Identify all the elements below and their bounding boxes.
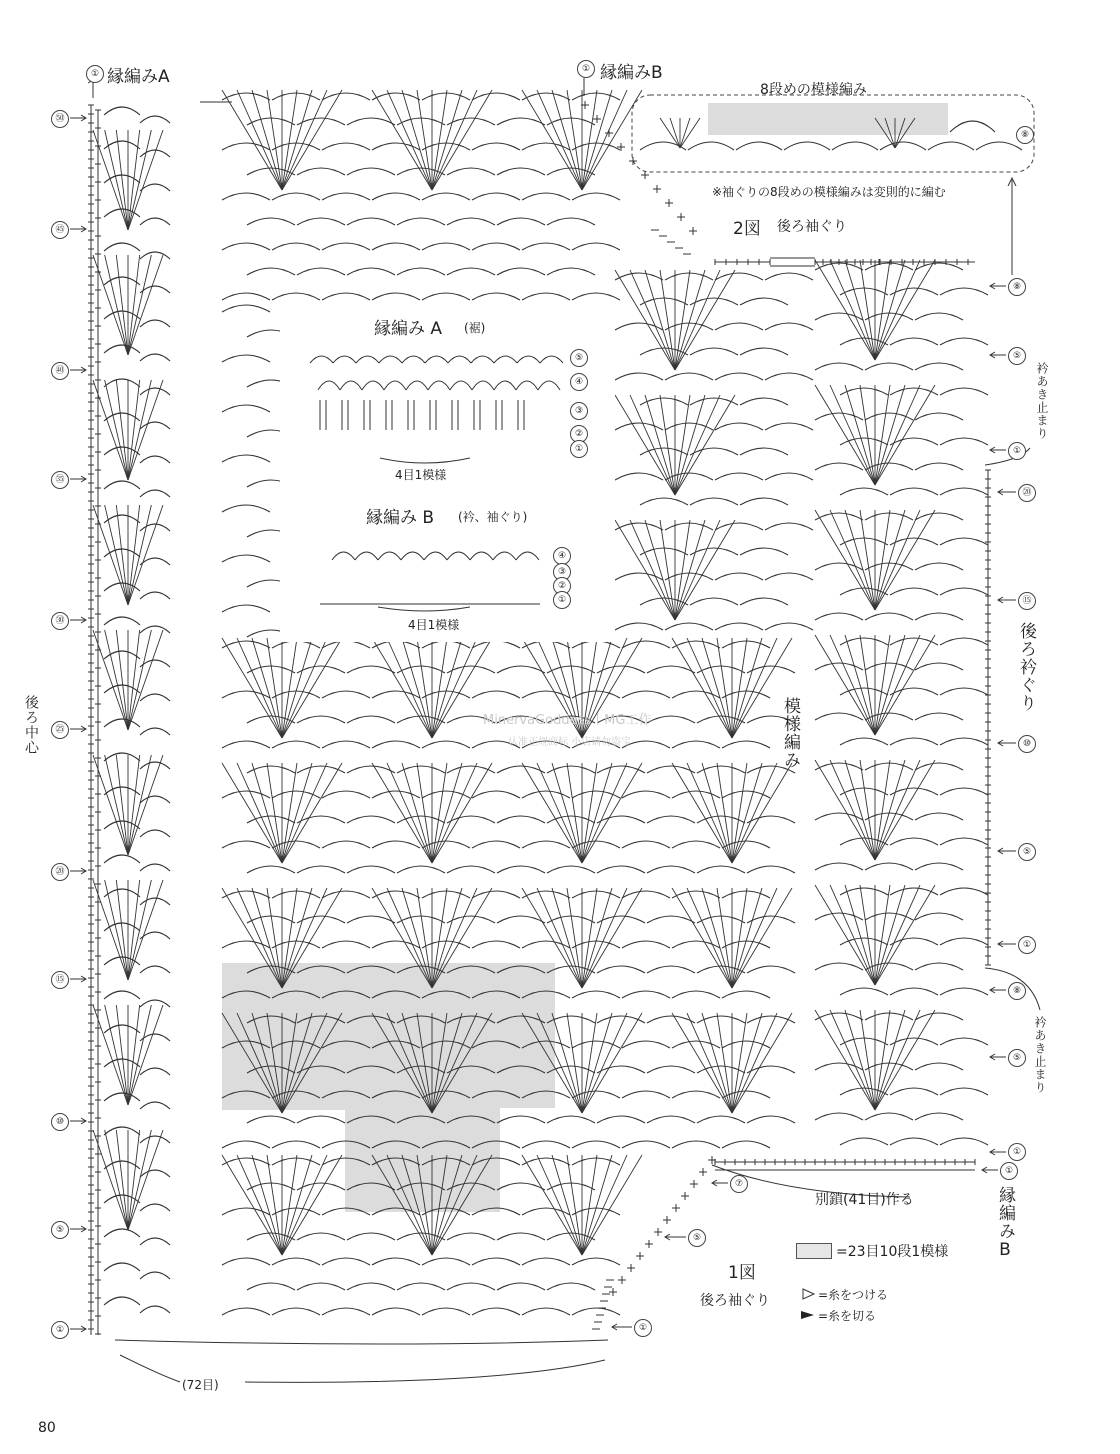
inset-a-row-1: ① [570, 440, 588, 458]
edge-a-start-marker: ① [86, 65, 104, 83]
legend-attach-icon [802, 1288, 816, 1300]
bottom-row-1: ① [634, 1319, 652, 1337]
right-row-10: ⑩ [1018, 735, 1036, 753]
chain-arch [516, 552, 539, 560]
fig2-subtitle: 後ろ袖ぐり [777, 219, 847, 235]
chain-arch [447, 552, 470, 560]
legend-cut-icon [800, 1309, 816, 1321]
right-row-1: ① [1018, 936, 1036, 954]
page-number: 80 [38, 1420, 56, 1436]
edge-b-side-label: 縁編みB [995, 1186, 1015, 1261]
watermark-line-2: 认准正规商标 小店请勿盗宝 [508, 737, 632, 748]
chain-arch [540, 356, 563, 363]
left-row-50: ㊿ [51, 110, 69, 128]
edge-b-top-label: 縁編みB [600, 63, 663, 83]
chain-arch [333, 356, 356, 363]
left-row-30: ㉚ [51, 612, 69, 630]
chain-arch [384, 381, 406, 390]
chain-arch [318, 381, 340, 390]
inset-a-row-2: ② [570, 425, 588, 443]
arm-row-7: ⑦ [730, 1175, 748, 1193]
chain-arch [401, 552, 424, 560]
left-row-45: ㊺ [51, 221, 69, 239]
inset-b-repeat: 4目1模様 [408, 618, 460, 632]
inset-a-row-5: ⑤ [570, 349, 588, 367]
fig1-title: 1図 [728, 1263, 756, 1283]
arm-row-5: ⑤ [688, 1229, 706, 1247]
row8-detail-marker: ⑧ [1016, 126, 1034, 144]
chain-arch [425, 356, 448, 363]
fig2-title: 2図 [733, 219, 761, 239]
chain-arch [310, 356, 333, 363]
right-row-5: ⑤ [1018, 843, 1036, 861]
legend-swatch [796, 1243, 832, 1259]
chain-arch [362, 381, 384, 390]
right-row-15: ⑮ [1018, 592, 1036, 610]
right-row-5-fig1: ⑤ [1008, 1049, 1026, 1067]
chain-arch [493, 552, 516, 560]
edge-b-start-marker: ① [577, 60, 595, 78]
inset-a-row-4: ④ [570, 373, 588, 391]
chain-arch [379, 356, 402, 363]
right-row-8-fig1: ⑧ [1008, 982, 1026, 1000]
left-row-40: ㊵ [51, 362, 69, 380]
row8-note: ※袖ぐりの8段めの模様編みは変則的に編む [712, 185, 946, 199]
chain-arch [356, 356, 379, 363]
inset-a-row-3: ③ [570, 402, 588, 420]
inset-a-title: 縁編み A [374, 319, 443, 339]
chain-note: 別鎖(41目)作る [815, 1192, 914, 1208]
back-neckline-label: 後ろ衿ぐり [1016, 622, 1036, 712]
chain-arch [378, 552, 401, 560]
chain-arch [450, 381, 472, 390]
left-row-10: ⑩ [51, 1113, 69, 1131]
chain-arch [424, 552, 447, 560]
chain-arch [470, 552, 493, 560]
collar-stop-top: 衿あき止まり [1035, 362, 1049, 440]
inset-a-repeat: 4目1模様 [395, 468, 447, 482]
inset-b-row-1: ① [553, 591, 571, 609]
left-row-1-bottom: ① [51, 1321, 69, 1339]
inset-b-row-3: ③ [553, 563, 571, 581]
right-row-5-fig2: ⑤ [1008, 347, 1026, 365]
right-row-1-fig1-a: ① [1008, 1143, 1026, 1161]
chain-arch [471, 356, 494, 363]
right-row-8-fig2: ⑧ [1008, 278, 1026, 296]
chain-arch [516, 381, 538, 390]
inset-a-repeat-bracket [380, 458, 470, 463]
back-center-label: 後ろ中心 [23, 695, 39, 755]
legend-cut-label: =糸を切る [818, 1309, 877, 1323]
right-row-1-fig2: ① [1008, 442, 1026, 460]
chain-arch [538, 381, 560, 390]
pattern-stitch-label: 模様編み [780, 697, 800, 769]
chain-arch [472, 381, 494, 390]
inset-b-row-4: ④ [553, 547, 571, 565]
edge-a-top-label: 縁編みA [107, 67, 170, 87]
inset-b-repeat-bracket [378, 607, 470, 611]
inset-b-title: 縁編み B [366, 508, 435, 528]
fig1-subtitle: 後ろ袖ぐり [700, 1293, 770, 1309]
left-row-35: ㉟ [51, 471, 69, 489]
chain-arch [494, 381, 516, 390]
left-row-5: ⑤ [51, 1221, 69, 1239]
inset-b-subtitle: (衿、袖ぐり) [458, 510, 528, 524]
left-row-15: ⑮ [51, 971, 69, 989]
collar-stop-bottom: 衿あき止まり [1033, 1016, 1047, 1094]
chain-arch [517, 356, 540, 363]
inset-b-row-2: ② [553, 577, 571, 595]
row8-title: 8段めの模様編み [760, 82, 867, 98]
legend-box-label: =23目10段1模様 [836, 1244, 949, 1260]
stitch-count: (72目) [182, 1378, 219, 1392]
left-row-25: ㉕ [51, 721, 69, 739]
left-row-20: ⑳ [51, 863, 69, 881]
chain-arch [332, 552, 355, 560]
legend-attach-label: =糸をつける [818, 1288, 889, 1302]
chain-arch [494, 356, 517, 363]
chain-arch [355, 552, 378, 560]
right-row-1-fig1-b: ① [1000, 1162, 1018, 1180]
chain-arch [448, 356, 471, 363]
chain-arch [406, 381, 428, 390]
chain-arch [340, 381, 362, 390]
chain-arch [402, 356, 425, 363]
watermark-line-1: MinervaGoddess丨MG工作 [483, 713, 652, 728]
right-row-20: ⑳ [1018, 484, 1036, 502]
inset-a-subtitle: (裾) [464, 321, 486, 335]
chain-arch [428, 381, 450, 390]
